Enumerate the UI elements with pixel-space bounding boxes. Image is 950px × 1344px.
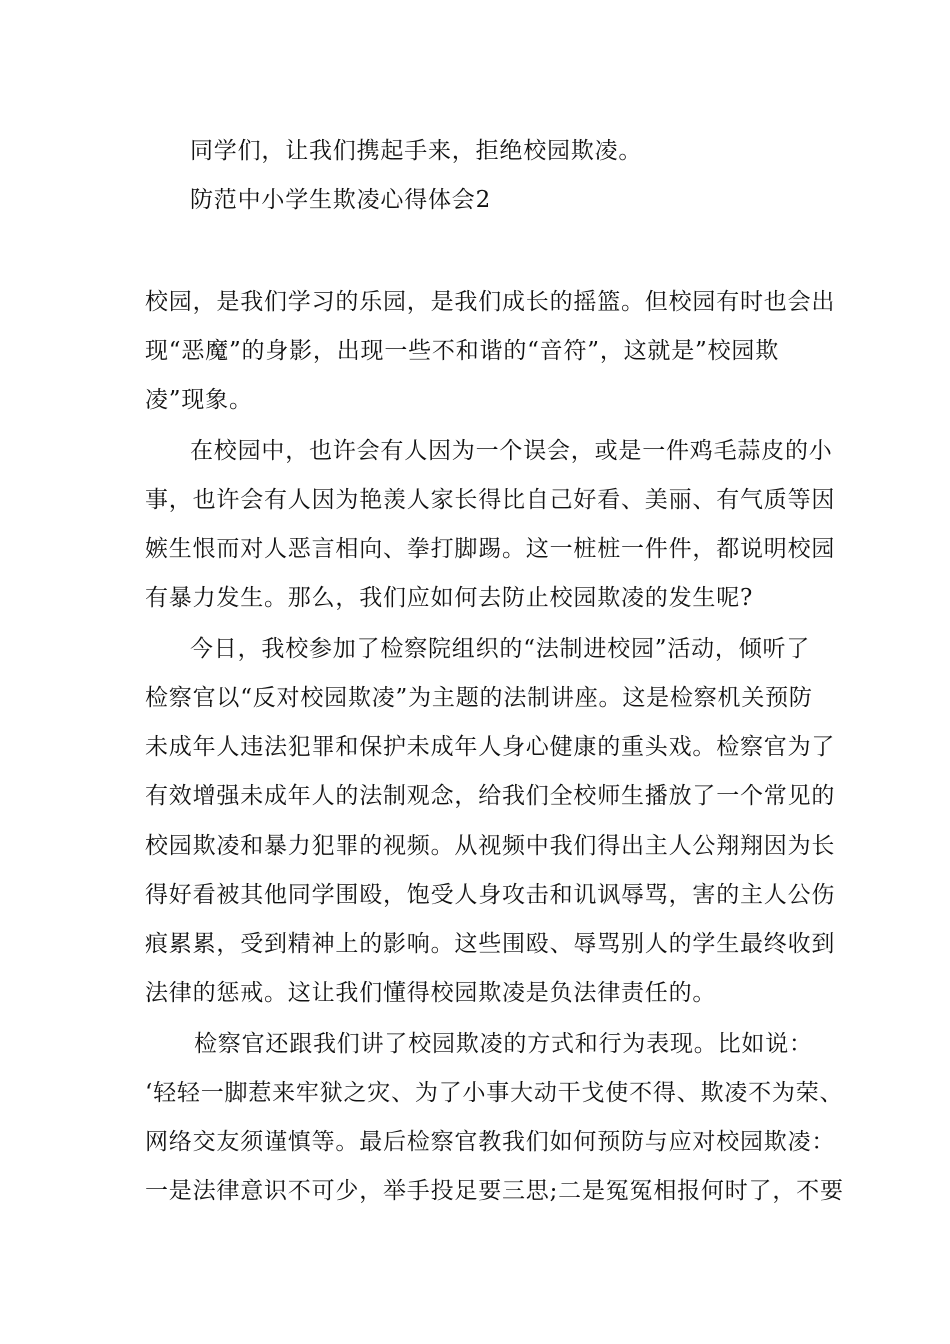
text-line: 痕累累，受到精神上的影响。这些围殴、辱骂别人的学生最终收到 [145,931,836,957]
text-line: 法律的惩戒。这让我们懂得校园欺凌是负法律责任的。 [145,980,717,1006]
text-line: 现“恶魔”的身影，出现一些不和谐的“音符”，这就是”校园欺 [145,338,779,364]
text-line: 嫉生恨而对人恶言相向、拳打脚踢。这一桩桩一件件，都说明校园 [145,536,836,562]
text-line: 在校园中，也许会有人因为一个误会，或是一件鸡毛蒜皮的小 [190,438,833,464]
text-line: 检察官还跟我们讲了校园欺凌的方式和行为表现。比如说： [194,1031,813,1057]
text-line: 校园，是我们学习的乐园，是我们成长的摇篮。但校园有时也会出 [145,289,836,315]
text-line: 一是法律意识不可少，举手投足要三思;二是冤冤相报何时了，不要 [145,1178,844,1204]
text-line: 有暴力发生。那么，我们应如何去防止校园欺凌的发生呢? [145,585,754,611]
text-line: 未成年人违法犯罪和保护未成年人身心健康的重头戏。检察官为了 [145,734,836,760]
text-line: 有效增强未成年人的法制观念，给我们全校师生播放了一个常见的 [145,783,836,809]
text-line: 网络交友须谨慎等。最后检察官教我们如何预防与应对校园欺凌： [145,1129,836,1155]
text-line: 校园欺凌和暴力犯罪的视频。从视频中我们得出主人公翔翔因为长 [145,833,836,859]
text-line: 得好看被其他同学围殴，饱受人身攻击和讥讽辱骂，害的主人公伤 [145,882,836,908]
section-heading: 防范中小学生欺凌心得体会2 [190,187,492,213]
text-line: 事，也许会有人因为艳羡人家长得比自己好看、美丽、有气质等因 [145,487,836,513]
text-line: 同学们，让我们携起手来，拒绝校园欺凌。 [190,138,643,164]
text-line: 凌”现象。 [145,387,253,413]
text-line: 检察官以“反对校园欺凌”为主题的法制讲座。这是检察机关预防 [145,685,813,711]
text-line: 今日，我校参加了检察院组织的“法制进校园”活动，倾听了 [190,636,811,662]
text-line: ‘轻轻一脚惹来牢狱之灾、为了小事大动干戈使不得、欺凌不为荣、 [145,1080,844,1106]
